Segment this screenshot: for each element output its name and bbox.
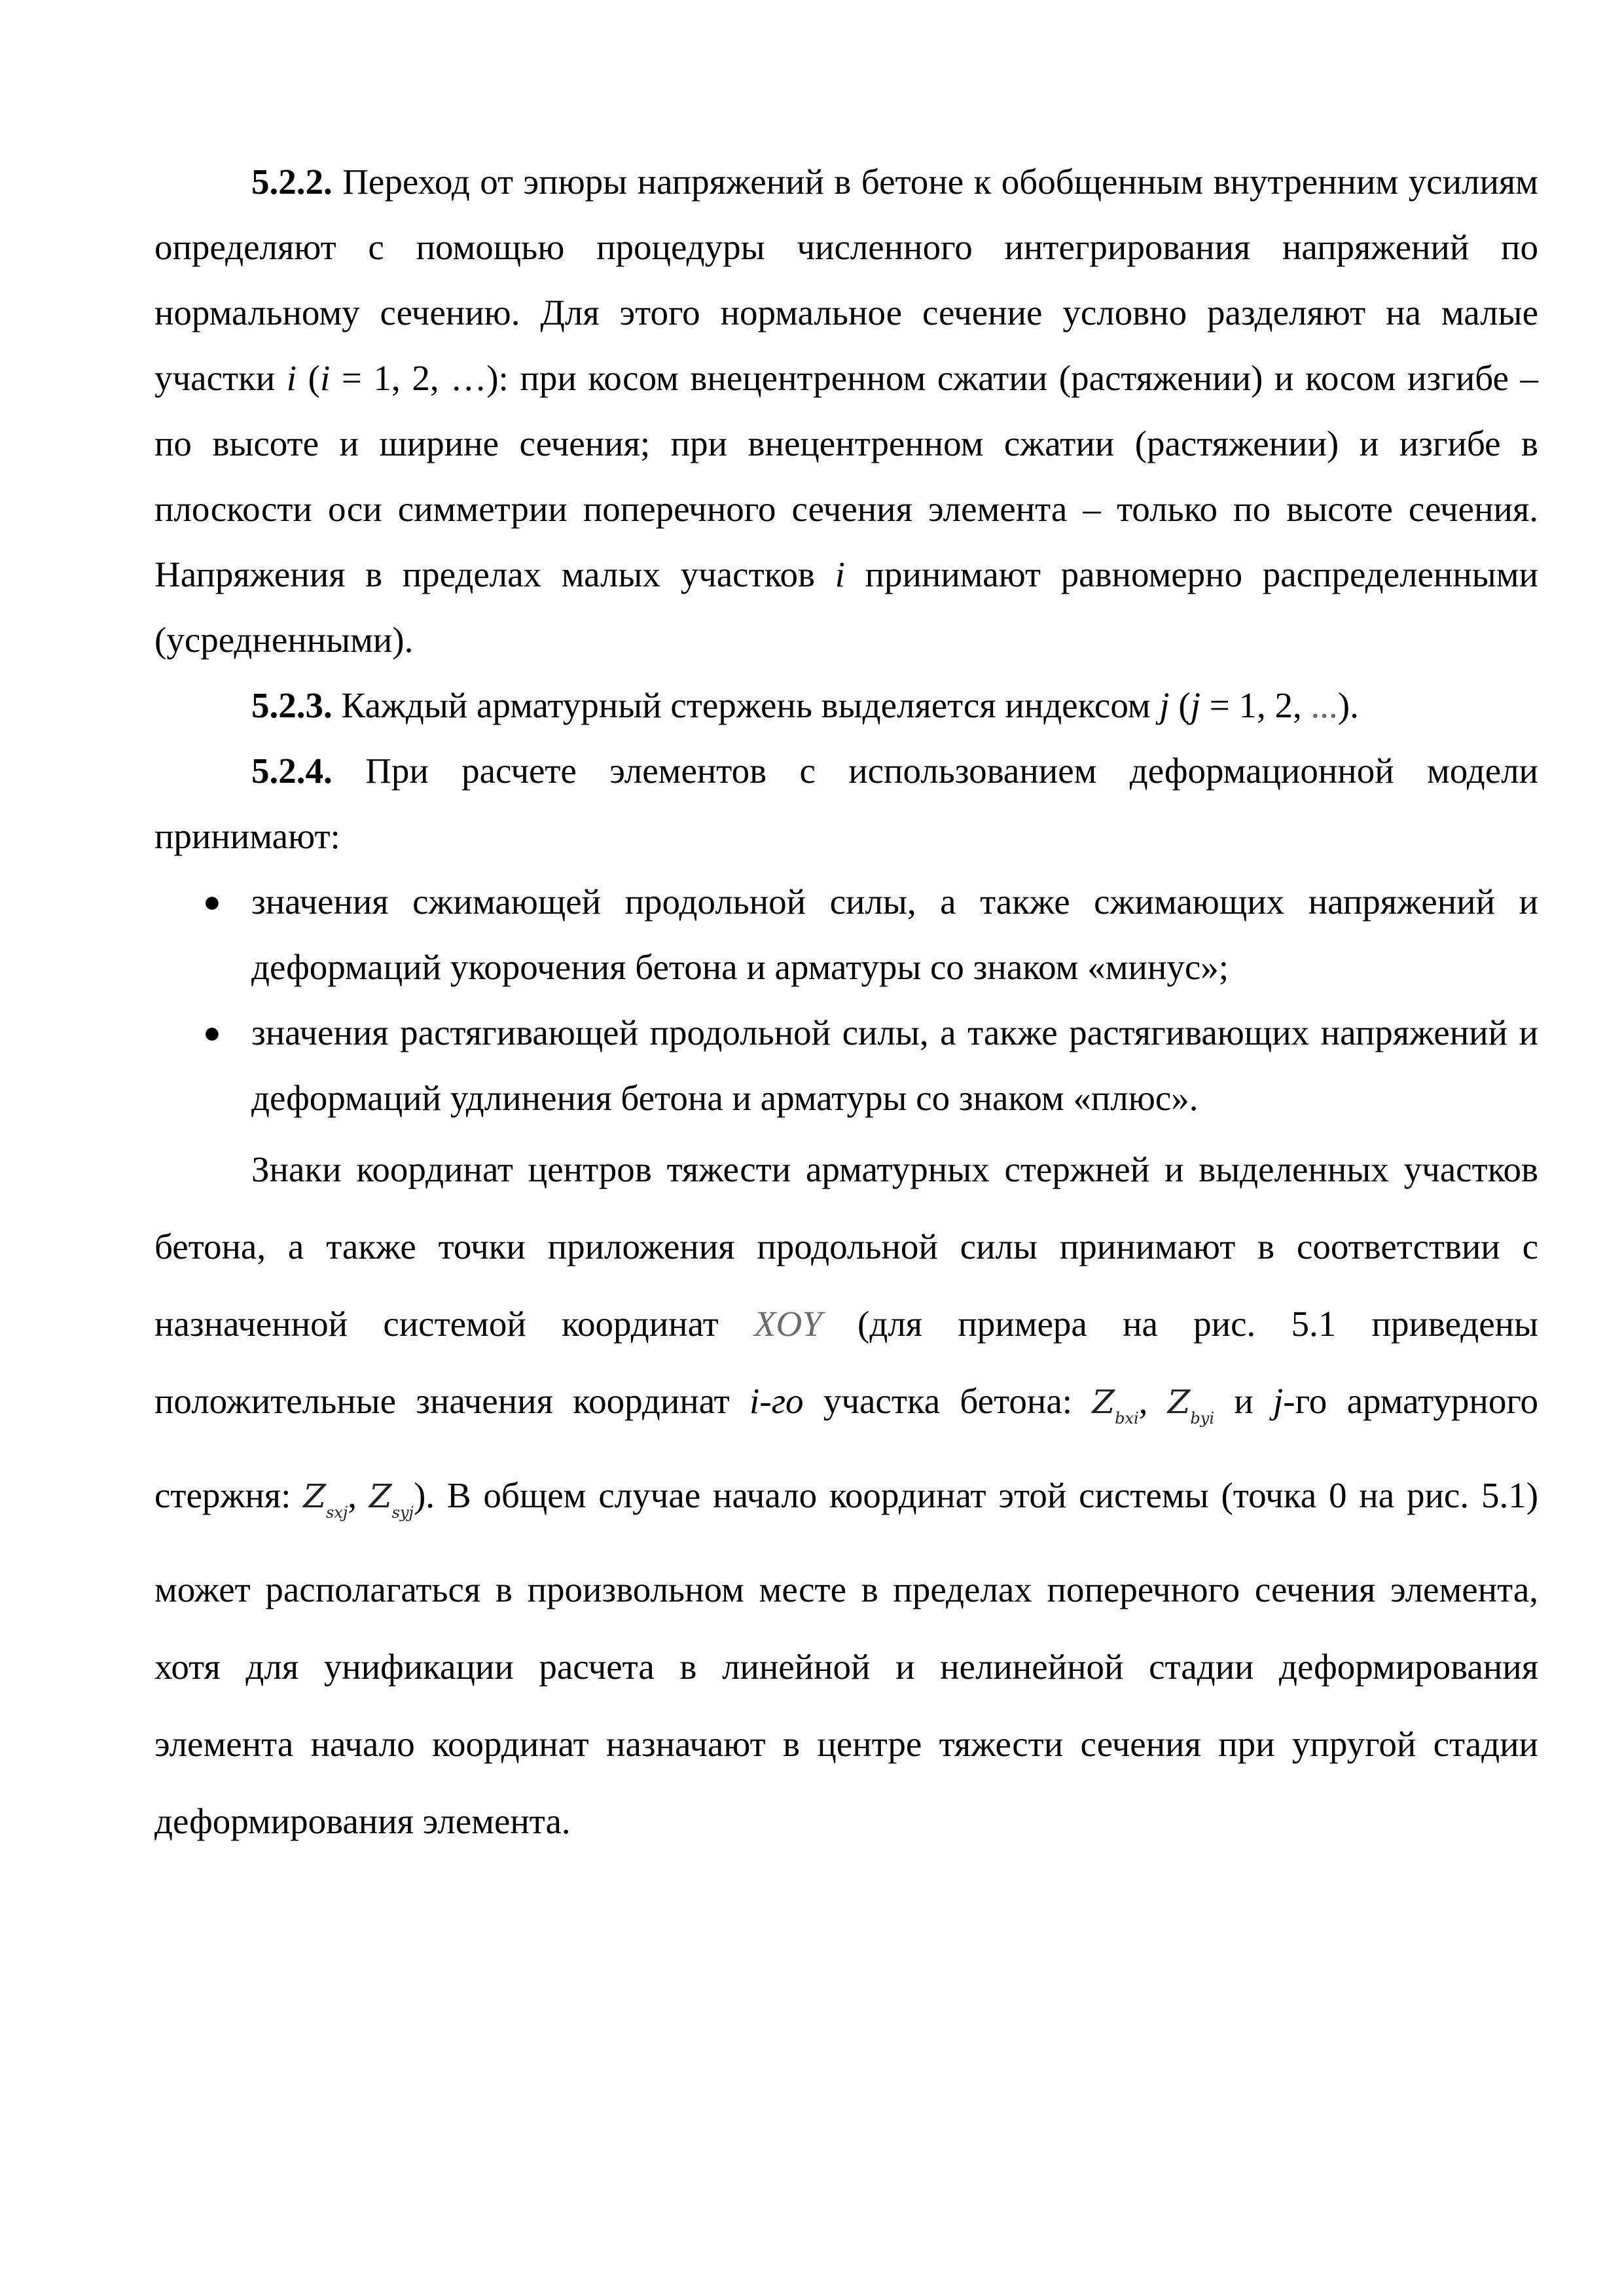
separator: , — [1138, 1381, 1148, 1421]
bullet-icon: ● — [203, 1016, 221, 1049]
paragraph-text: = 1, 2, — [1200, 685, 1311, 725]
index-i: i — [286, 358, 297, 398]
paragraph-text: (для примера на рис. 5.1 приведены положительные значения координат — [154, 1304, 1539, 1421]
clause-number-5-2-4: 5.2.4. — [251, 751, 333, 791]
list-item-text: значения сжимающей продольной силы, а также сжимающих напряжений и деформаций укорочения бетона и арматуры со знаком «минус»; — [251, 882, 1538, 987]
paragraph-coordinate-signs — [154, 1131, 1538, 1860]
paragraph-5-2-4 — [154, 738, 1538, 869]
index-j: j — [1273, 1381, 1284, 1421]
paragraph-text: ). В общем случае начало координат этой системы (точка 0 на рис. 5.1) может располагаться в произвольном месте в пределах поперечного сечения элемента, хотя для унификации расчета в линейной и нелинейной стадии деформирования элемента начало координат назначают в центре тяжести сечения при упругой стадии деформирования элемента. — [154, 1475, 1539, 1841]
paragraph-text: ( — [297, 358, 320, 398]
paragraph-text: Знаки координат центров тяжести арматурных стержней и выделенных участков бетона, а также точки приложения продольной силы принимают в соответствии с назначенной системой координат — [154, 1149, 1538, 1344]
paragraph-5-2-3 — [154, 673, 1538, 738]
paragraph-text: ( — [1169, 685, 1191, 725]
clause-number-5-2-2: 5.2.2. — [251, 162, 333, 202]
paragraph-text: Каждый арматурный стержень выделяется индексом — [332, 685, 1160, 725]
document-body — [154, 149, 1538, 1860]
list-item — [154, 1000, 1538, 1131]
paragraph-text: -го арматурного стержня: — [154, 1381, 1539, 1515]
paragraph-5-2-2 — [154, 149, 1538, 673]
paragraph-text: участка бетона: — [803, 1381, 1092, 1421]
i-th-label: i-го — [749, 1381, 804, 1421]
subscript: syj — [391, 1503, 414, 1522]
clause-number-5-2-3: 5.2.3. — [251, 685, 333, 725]
formula-z-byi — [1167, 1383, 1215, 1427]
subscript: byi — [1190, 1409, 1215, 1427]
symbol-z: Z — [1092, 1383, 1115, 1421]
formula-z-syj — [369, 1477, 414, 1522]
index-j: j — [1159, 685, 1170, 725]
symbol-z: Z — [303, 1477, 326, 1515]
symbol-z: Z — [1167, 1383, 1191, 1421]
coordinate-system-label: XOY — [753, 1304, 822, 1344]
paragraph-text: ). — [1337, 685, 1359, 725]
subscript: bxi — [1115, 1409, 1139, 1427]
paragraph-text: = 1, 2, …): при косом внецентренном сжатии (растяжении) и косом изгибе – по высоте и ширине сечения; при внецентренном сжатии (растяжении) и изгибе в плоскости оси симметрии поперечного сечения элемента – только по высоте сечения. Напряжения в пределах малых участков — [154, 358, 1538, 594]
list-item-text: значения растягивающей продольной силы, а также растягивающих напряжений и деформаций удлинения бетона и арматуры со знаком «плюс». — [251, 1013, 1538, 1118]
bullet-icon: ● — [203, 885, 221, 918]
formula-z-bxi — [1092, 1383, 1139, 1427]
list-item — [154, 869, 1538, 1000]
paragraph-text: Переход от эпюры напряжений в бетоне к обобщенным внутренним усилиям определяют с помощью процедуры численного интегрирования напряжений по нормальному сечению. Для этого нормальное сечение условно разделяют на малые участки — [154, 162, 1538, 398]
index-i: i — [319, 358, 331, 398]
index-i: i — [835, 554, 845, 594]
separator: , — [348, 1475, 357, 1515]
formula-z-sxj — [303, 1477, 348, 1522]
bullet-list — [154, 869, 1538, 1131]
paragraph-text: и — [1214, 1381, 1274, 1421]
symbol-z: Z — [369, 1477, 392, 1515]
paragraph-text: При расчете элементов с использованием деформационной модели принимают: — [154, 751, 1538, 856]
index-j: j — [1190, 685, 1200, 725]
subscript: sxj — [325, 1503, 348, 1522]
ellipsis: ... — [1310, 685, 1338, 725]
paragraph-text: принимают равномерно распределенными (усредненными). — [154, 554, 1538, 660]
